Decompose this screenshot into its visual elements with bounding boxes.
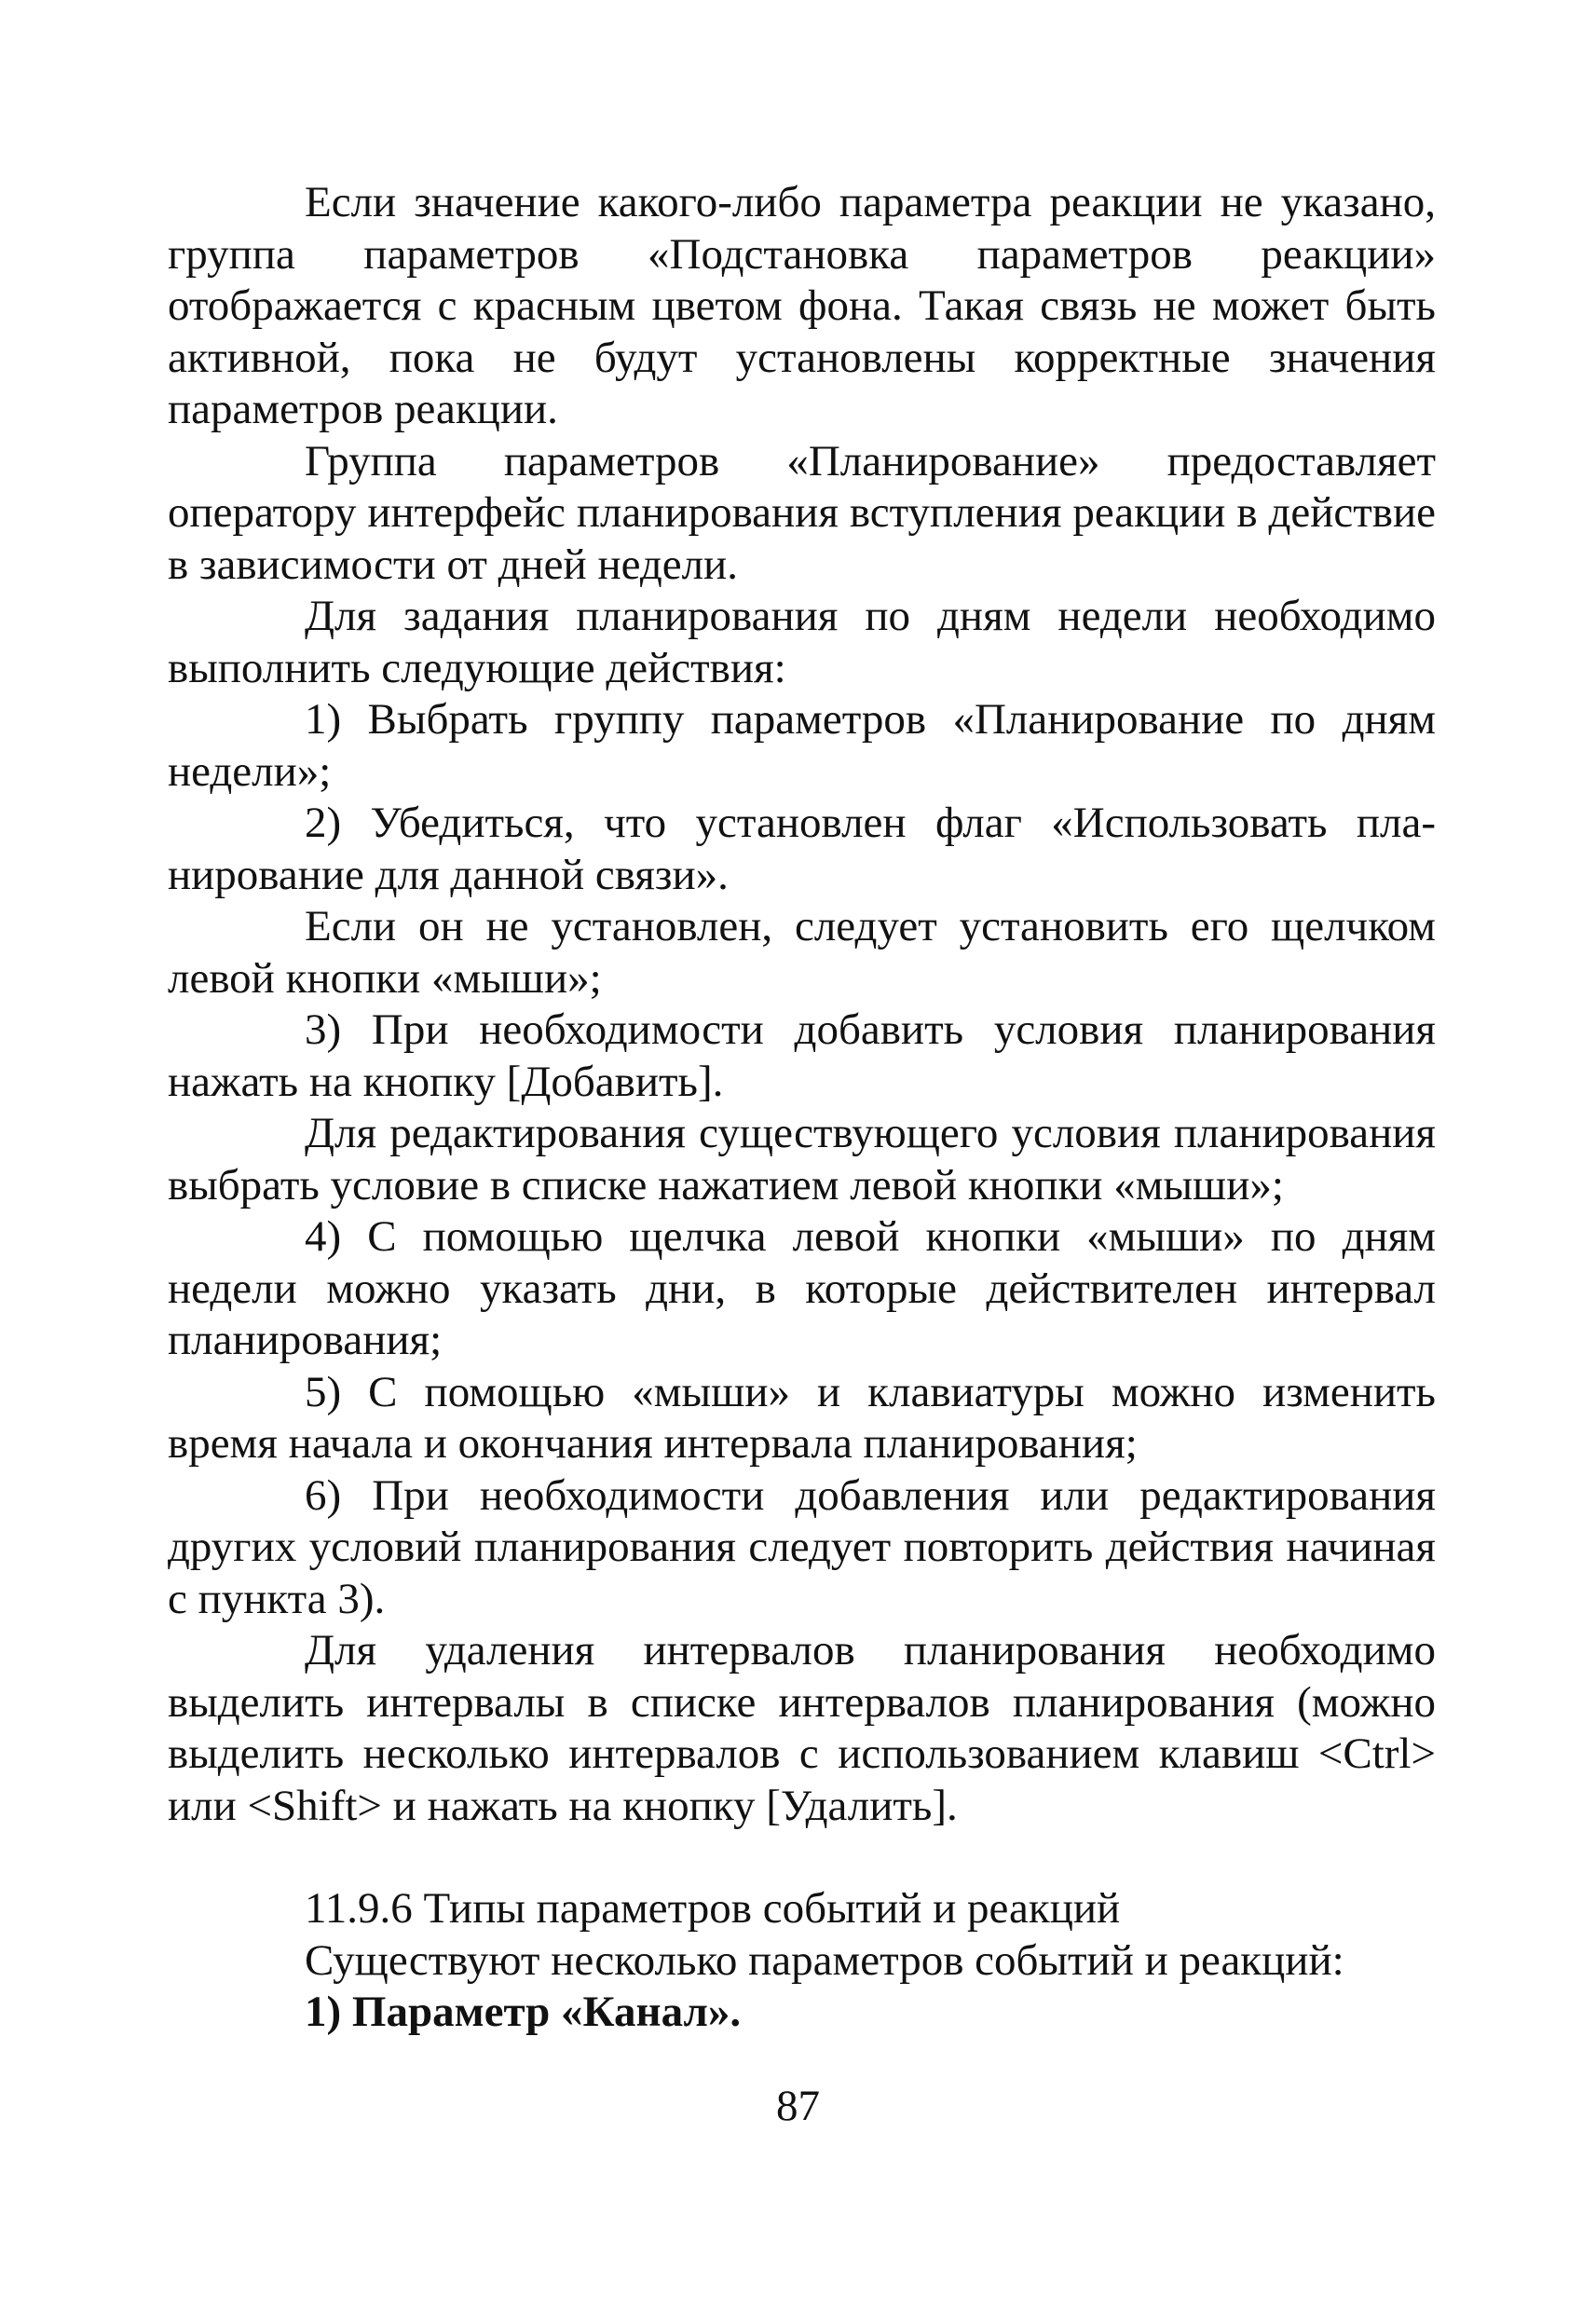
item-heading: 1) Параметр «Канал». [305,1988,742,2036]
list-item: 1) Выбрать группу параметров «Планирование по дням недели»; [168,695,1436,796]
section-spacer [168,1832,1436,1883]
list-item: 2) Убедиться, что установлен флаг «Использовать планирование для данной связи». [168,799,1436,899]
section-intro: Существуют несколько параметров событий и реакций: [305,1935,1344,1985]
paragraph: Группа параметров «Планирование» предоставляет оператору интерфейс планирования вступления реакции в действие в зависимости от дней недели. [168,436,1436,589]
paragraph: Для задания планирования по дням недели необходимо выполнить следующие действия: [168,592,1436,692]
paragraph: Для удаления интервалов планирования необходимо выделить интервалы в списке интервалов планирования (можно выделить несколько интервалов с использованием клавиш <Ctrl> или <Shift> и нажать на кнопку [Удалить]. [168,1626,1436,1830]
list-item: 6) При необходимости добавления или редактирования других условий планирования следует повторить действия начиная с пункта 3). [168,1470,1436,1623]
list-item: 5) С помощью «мыши» и клавиатуры можно изменить время начала и окончания интервала планирования; [168,1367,1436,1468]
paragraph: Если значение какого-либо параметра реакции не указано, группа параметров «Подстановка параметров реакции» отображается с красным цветом фона. Такая связь не может быть активной, пока не будут установлены корректные значения параметров реакции. [168,178,1436,433]
section-heading: 11.9.6 Типы параметров событий и реакций [305,1884,1121,1933]
list-item: 4) С помощью щелчка левой кнопки «мыши» по дням недели можно указать дни, в которые действителен интервал планирования; [168,1212,1436,1364]
list-item: 3) При необходимости добавить условия планирования нажать на кнопку [Добавить]. [168,1005,1436,1106]
paragraph: Если он не установлен, следует установить его щелчком левой кнопки «мыши»; [168,902,1436,1003]
page-number: 87 [776,2082,820,2130]
page-body [168,177,1436,2039]
paragraph: Для редактирования существующего условия планирования выбрать условие в списке нажатием левой кнопки «мыши»; [168,1109,1436,1210]
